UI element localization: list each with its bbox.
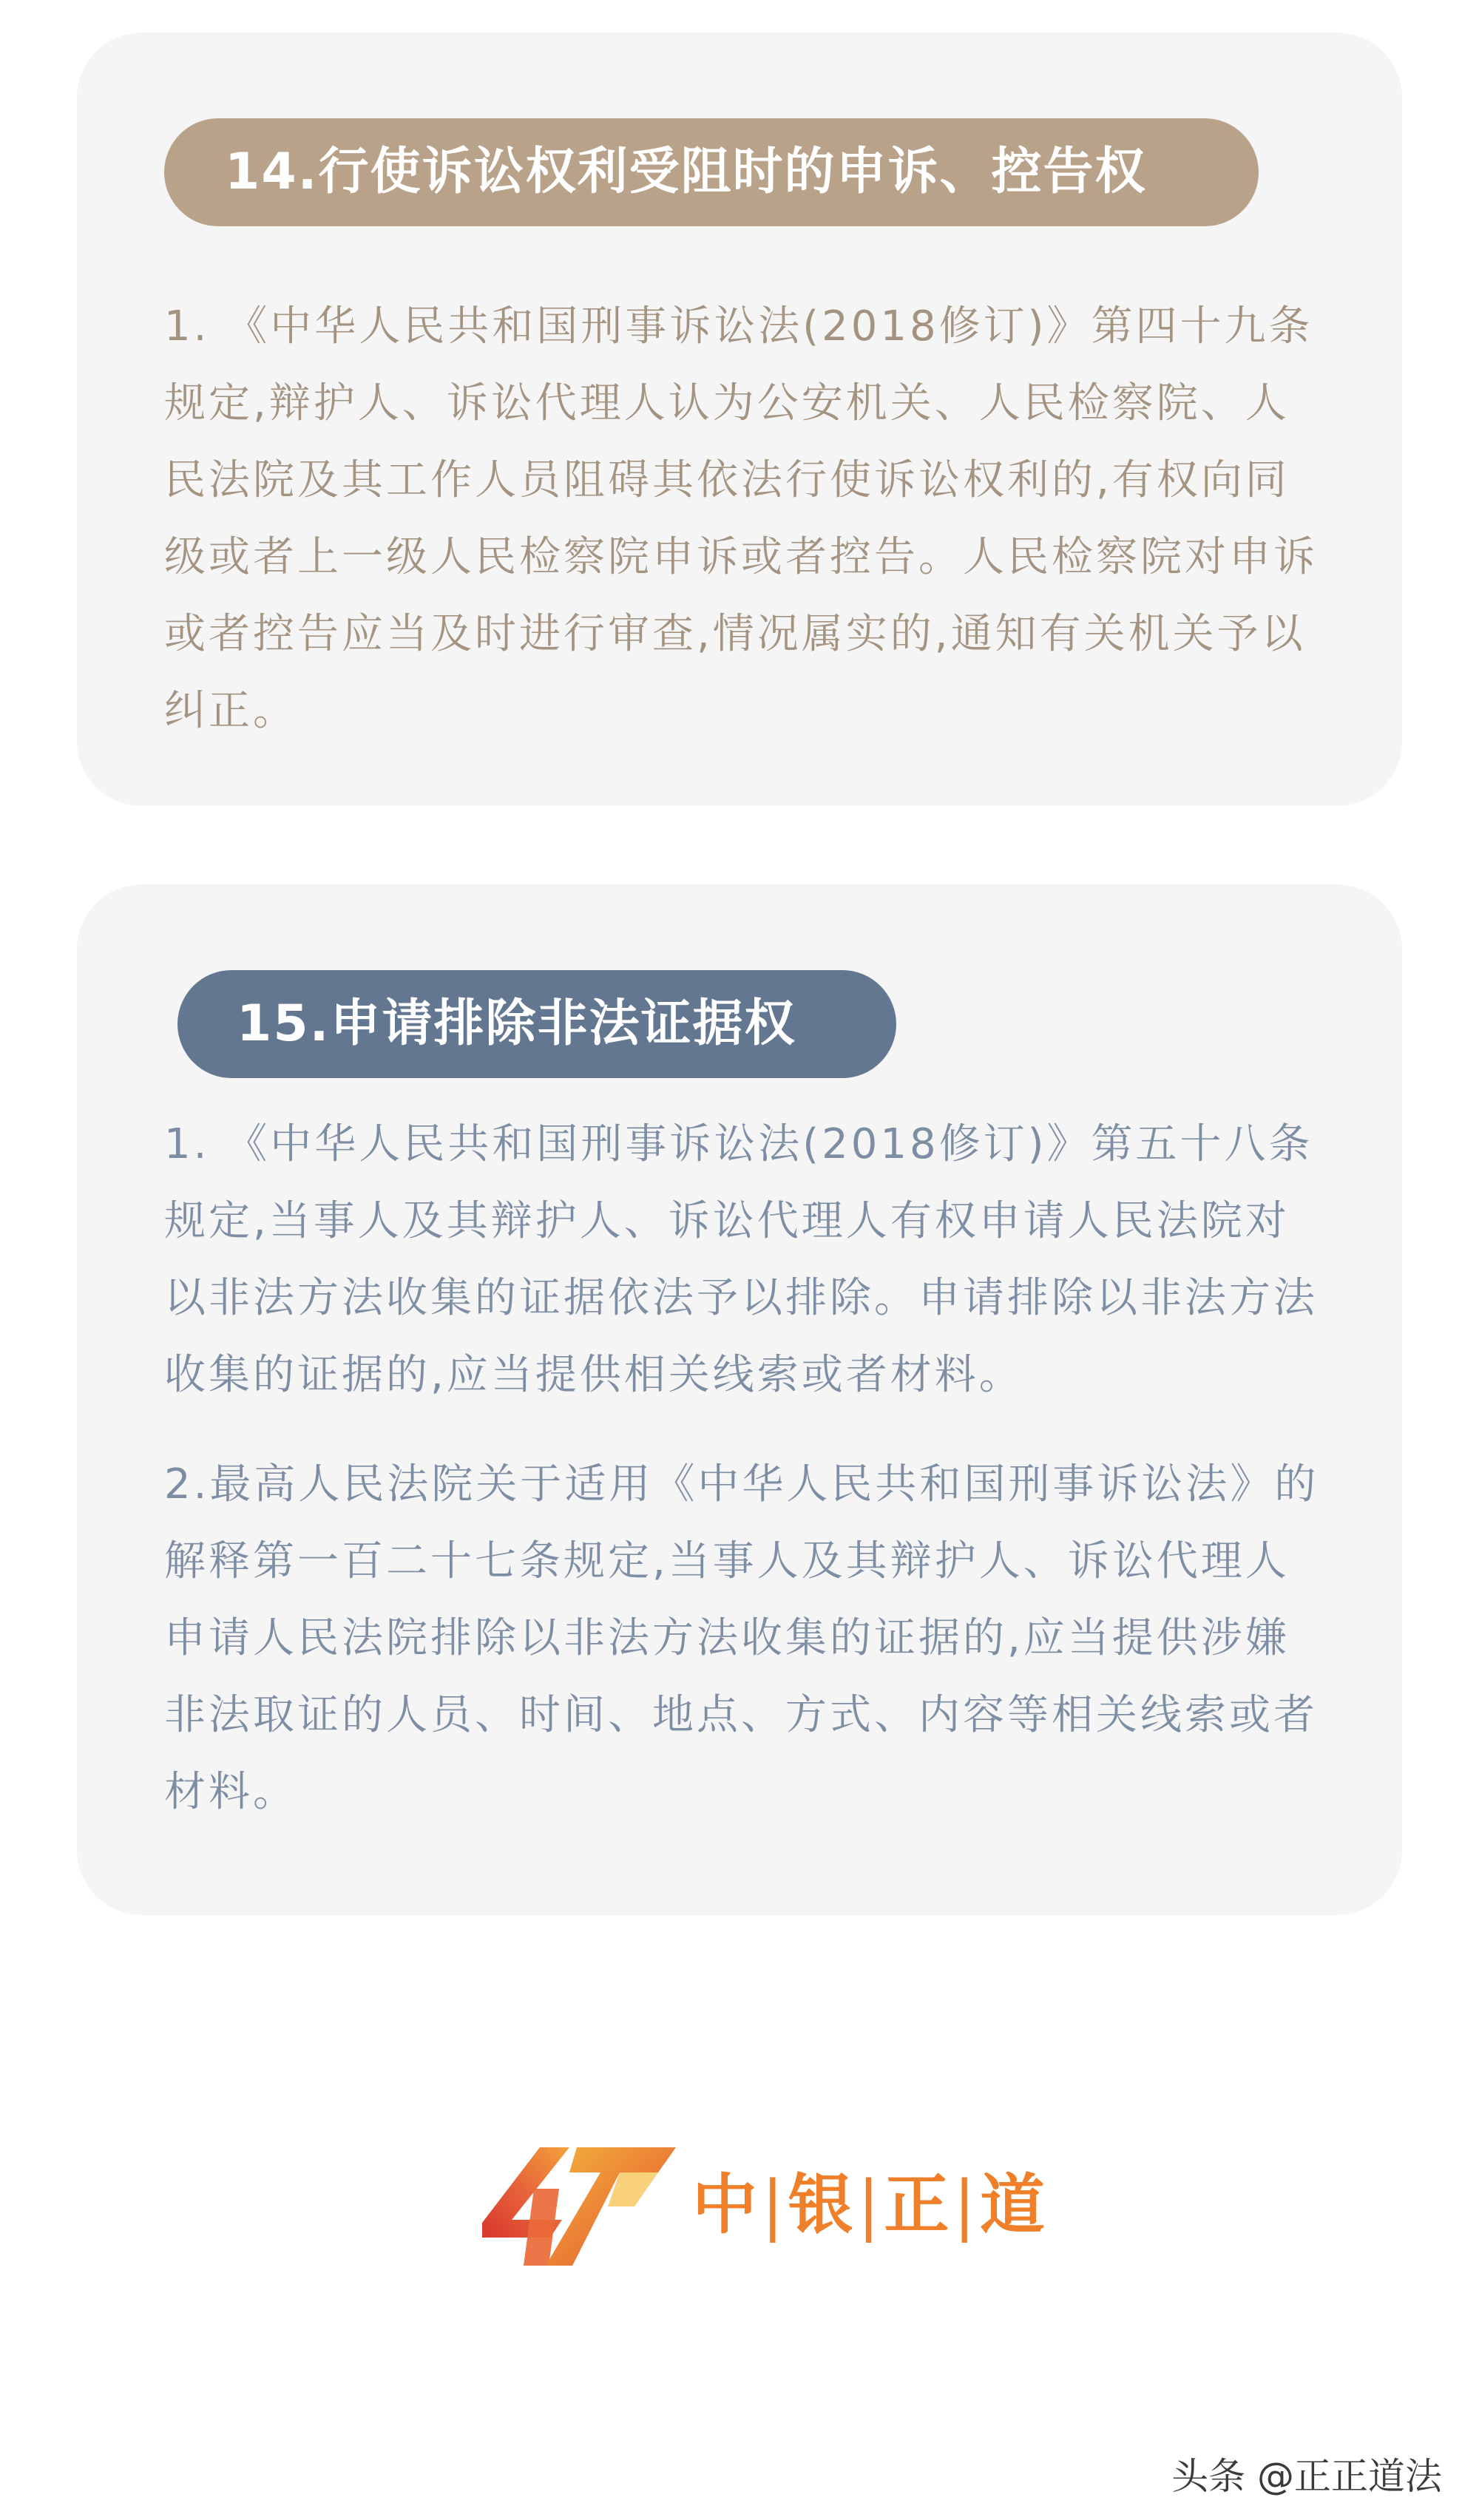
logo-separator: | [857,2167,881,2243]
section-15-heading: 15.申请排除非法证据权 [177,970,896,1078]
section-14-paragraph: 1. 《中华人民共和国刑事诉讼法(2018修订)》第四十九条规定,辩护人、诉讼代理人认为公安机关、人民检察院、人民法院及其工作人员阻碍其依法行使诉讼权利的,有权向同级或者上一级人民检察院申诉或者控告。人民检察院对申诉或者控告应当及时进行审查,情况属实的,通知有关机关予以纠正。 [164,302,1318,735]
section-14-heading: 14.行使诉讼权利受阻时的申诉、控告权 [164,118,1259,226]
logo-part-4: 道 [980,2167,1047,2243]
logo-part-3: 正 [884,2167,951,2243]
logo-part-1: 中 [692,2167,759,2243]
section-14-card [77,33,1402,806]
source-watermark: 头条 @正正道法 [1171,2455,1442,2498]
section-15-paragraph-2: 2.最高人民法院关于适用《中华人民共和国刑事诉讼法》的解释第一百二十七条规定,当事人及其辩护人、诉讼代理人申请人民法院排除以非法方法收集的证据的,应当提供涉嫌非法取证的人员、时间、地点、方式、内容等相关线索或者材料。 [164,1460,1319,1816]
logo-separator: | [762,2167,785,2243]
brand-logo-text [692,2156,1046,2254]
section-15-card [77,884,1402,1915]
brand-logo-mark-icon [482,2143,676,2267]
section-15-paragraph-1: 1. 《中华人民共和国刑事诉讼法(2018修订)》第五十八条规定,当事人及其辩护人、诉讼代理人有权申请人民法院对以非法方法收集的证据依法予以排除。申请排除以非法方法收集的证据的,应当提供相关线索或者材料。 [164,1120,1318,1399]
logo-separator: | [953,2167,978,2243]
brand-logo [482,2143,1047,2267]
logo-part-2: 银 [788,2167,855,2243]
